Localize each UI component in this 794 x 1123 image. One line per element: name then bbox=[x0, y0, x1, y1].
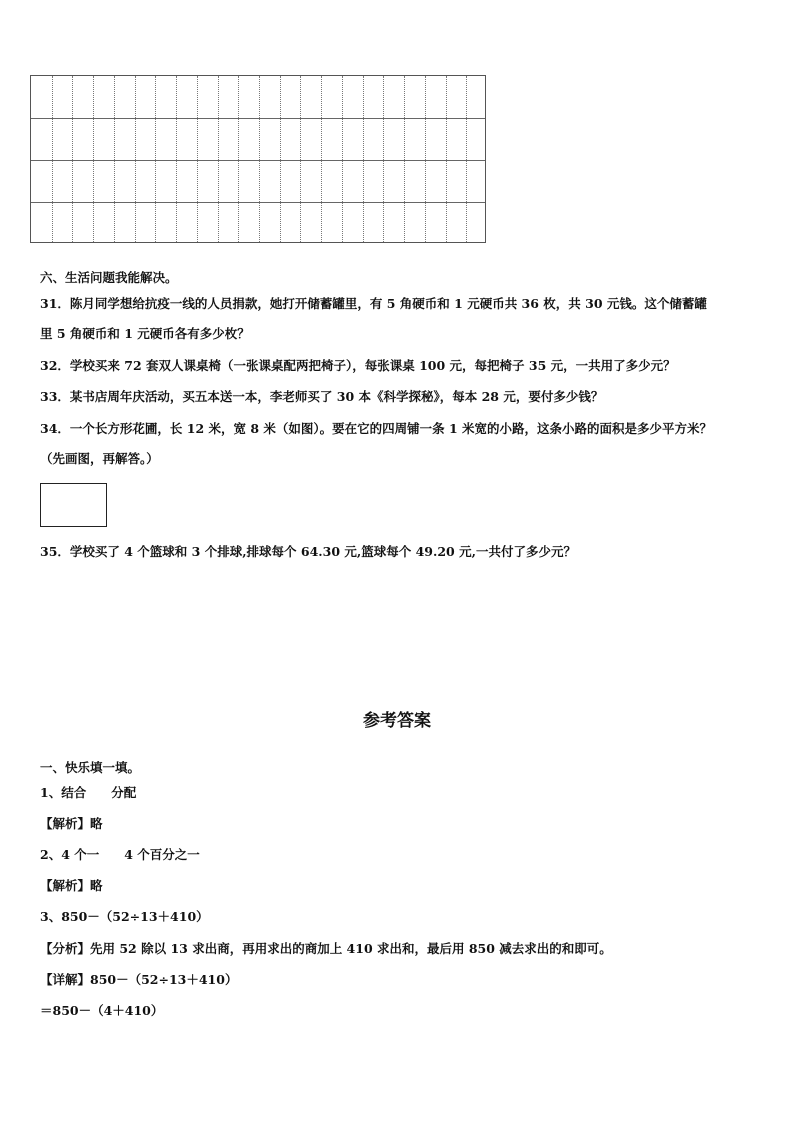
grid-col-line bbox=[52, 76, 53, 242]
section-title: 六、生活问题我能解决。 bbox=[40, 270, 178, 285]
question-33: 33．某书店周年庆活动，买五本送一本，李老师买了 30 本《科学探秘》，每本 28 元，要付多少钱？ bbox=[40, 389, 604, 404]
grid-row-line bbox=[31, 202, 485, 203]
grid-col-line bbox=[383, 76, 384, 242]
answer-1-note: 【解析】略 bbox=[40, 816, 103, 831]
grid-col-line bbox=[300, 76, 301, 242]
grid-col-line bbox=[72, 76, 73, 242]
grid-col-line bbox=[135, 76, 136, 242]
grid-col-line bbox=[259, 76, 260, 242]
grid-col-line bbox=[155, 76, 156, 242]
answer-3: 3、850－（52÷13＋410） bbox=[40, 909, 209, 924]
grid-row-line bbox=[31, 160, 485, 161]
grid-col-line bbox=[176, 76, 177, 242]
answer-1: 1、结合 分配 bbox=[40, 785, 137, 800]
grid-col-line bbox=[342, 76, 343, 242]
answer-3-analysis: 【分析】先用 52 除以 13 求出商，再用求出的商加上 410 求出和，最后用 850 减去求出的和即可。 bbox=[40, 941, 612, 956]
answer-part1-title: 一、快乐填一填。 bbox=[40, 760, 141, 775]
answer-3-step: ＝850－（4＋410） bbox=[40, 1003, 164, 1018]
grid-col-line bbox=[218, 76, 219, 242]
answer-key-heading: 参考答案 bbox=[363, 711, 431, 731]
grid-col-line bbox=[280, 76, 281, 242]
writing-grid bbox=[30, 75, 486, 243]
grid-col-line bbox=[446, 76, 447, 242]
grid-col-line bbox=[238, 76, 239, 242]
answer-3-detail: 【详解】850－（52÷13＋410） bbox=[40, 972, 238, 987]
answer-2-note: 【解析】略 bbox=[40, 878, 103, 893]
question-35: 35．学校买了 4 个篮球和 3 个排球,排球每个 64.30 元,篮球每个 49.20 元,一共付了多少元？ bbox=[40, 544, 576, 559]
grid-col-line bbox=[363, 76, 364, 242]
grid-row-line bbox=[31, 118, 485, 119]
grid-col-line bbox=[197, 76, 198, 242]
answer-2: 2、4 个一 4 个百分之一 bbox=[40, 847, 200, 862]
grid-col-line bbox=[404, 76, 405, 242]
question-31-line2: 里 5 角硬币和 1 元硬币各有多少枚？ bbox=[40, 326, 250, 341]
garden-rectangle-figure bbox=[40, 483, 107, 527]
question-31-line1: 31．陈月同学想给抗疫一线的人员捐款，她打开储蓄罐里，有 5 角硬币和 1 元硬币共 36 枚，共 30 元钱。这个储蓄罐 bbox=[40, 296, 707, 311]
grid-col-line bbox=[425, 76, 426, 242]
question-34-line1: 34．一个长方形花圃，长 12 米，宽 8 米（如图）。要在它的四周铺一条 1 米宽的小路，这条小路的面积是多少平方米？ bbox=[40, 421, 713, 436]
grid-col-line bbox=[321, 76, 322, 242]
question-32: 32．学校买来 72 套双人课桌椅（一张课桌配两把椅子），每张课桌 100 元，每把椅子 35 元，一共用了多少元？ bbox=[40, 358, 676, 373]
grid-col-line bbox=[466, 76, 467, 242]
question-34-line2: （先画图，再解答。） bbox=[40, 451, 159, 466]
grid-col-line bbox=[114, 76, 115, 242]
grid-col-line bbox=[93, 76, 94, 242]
